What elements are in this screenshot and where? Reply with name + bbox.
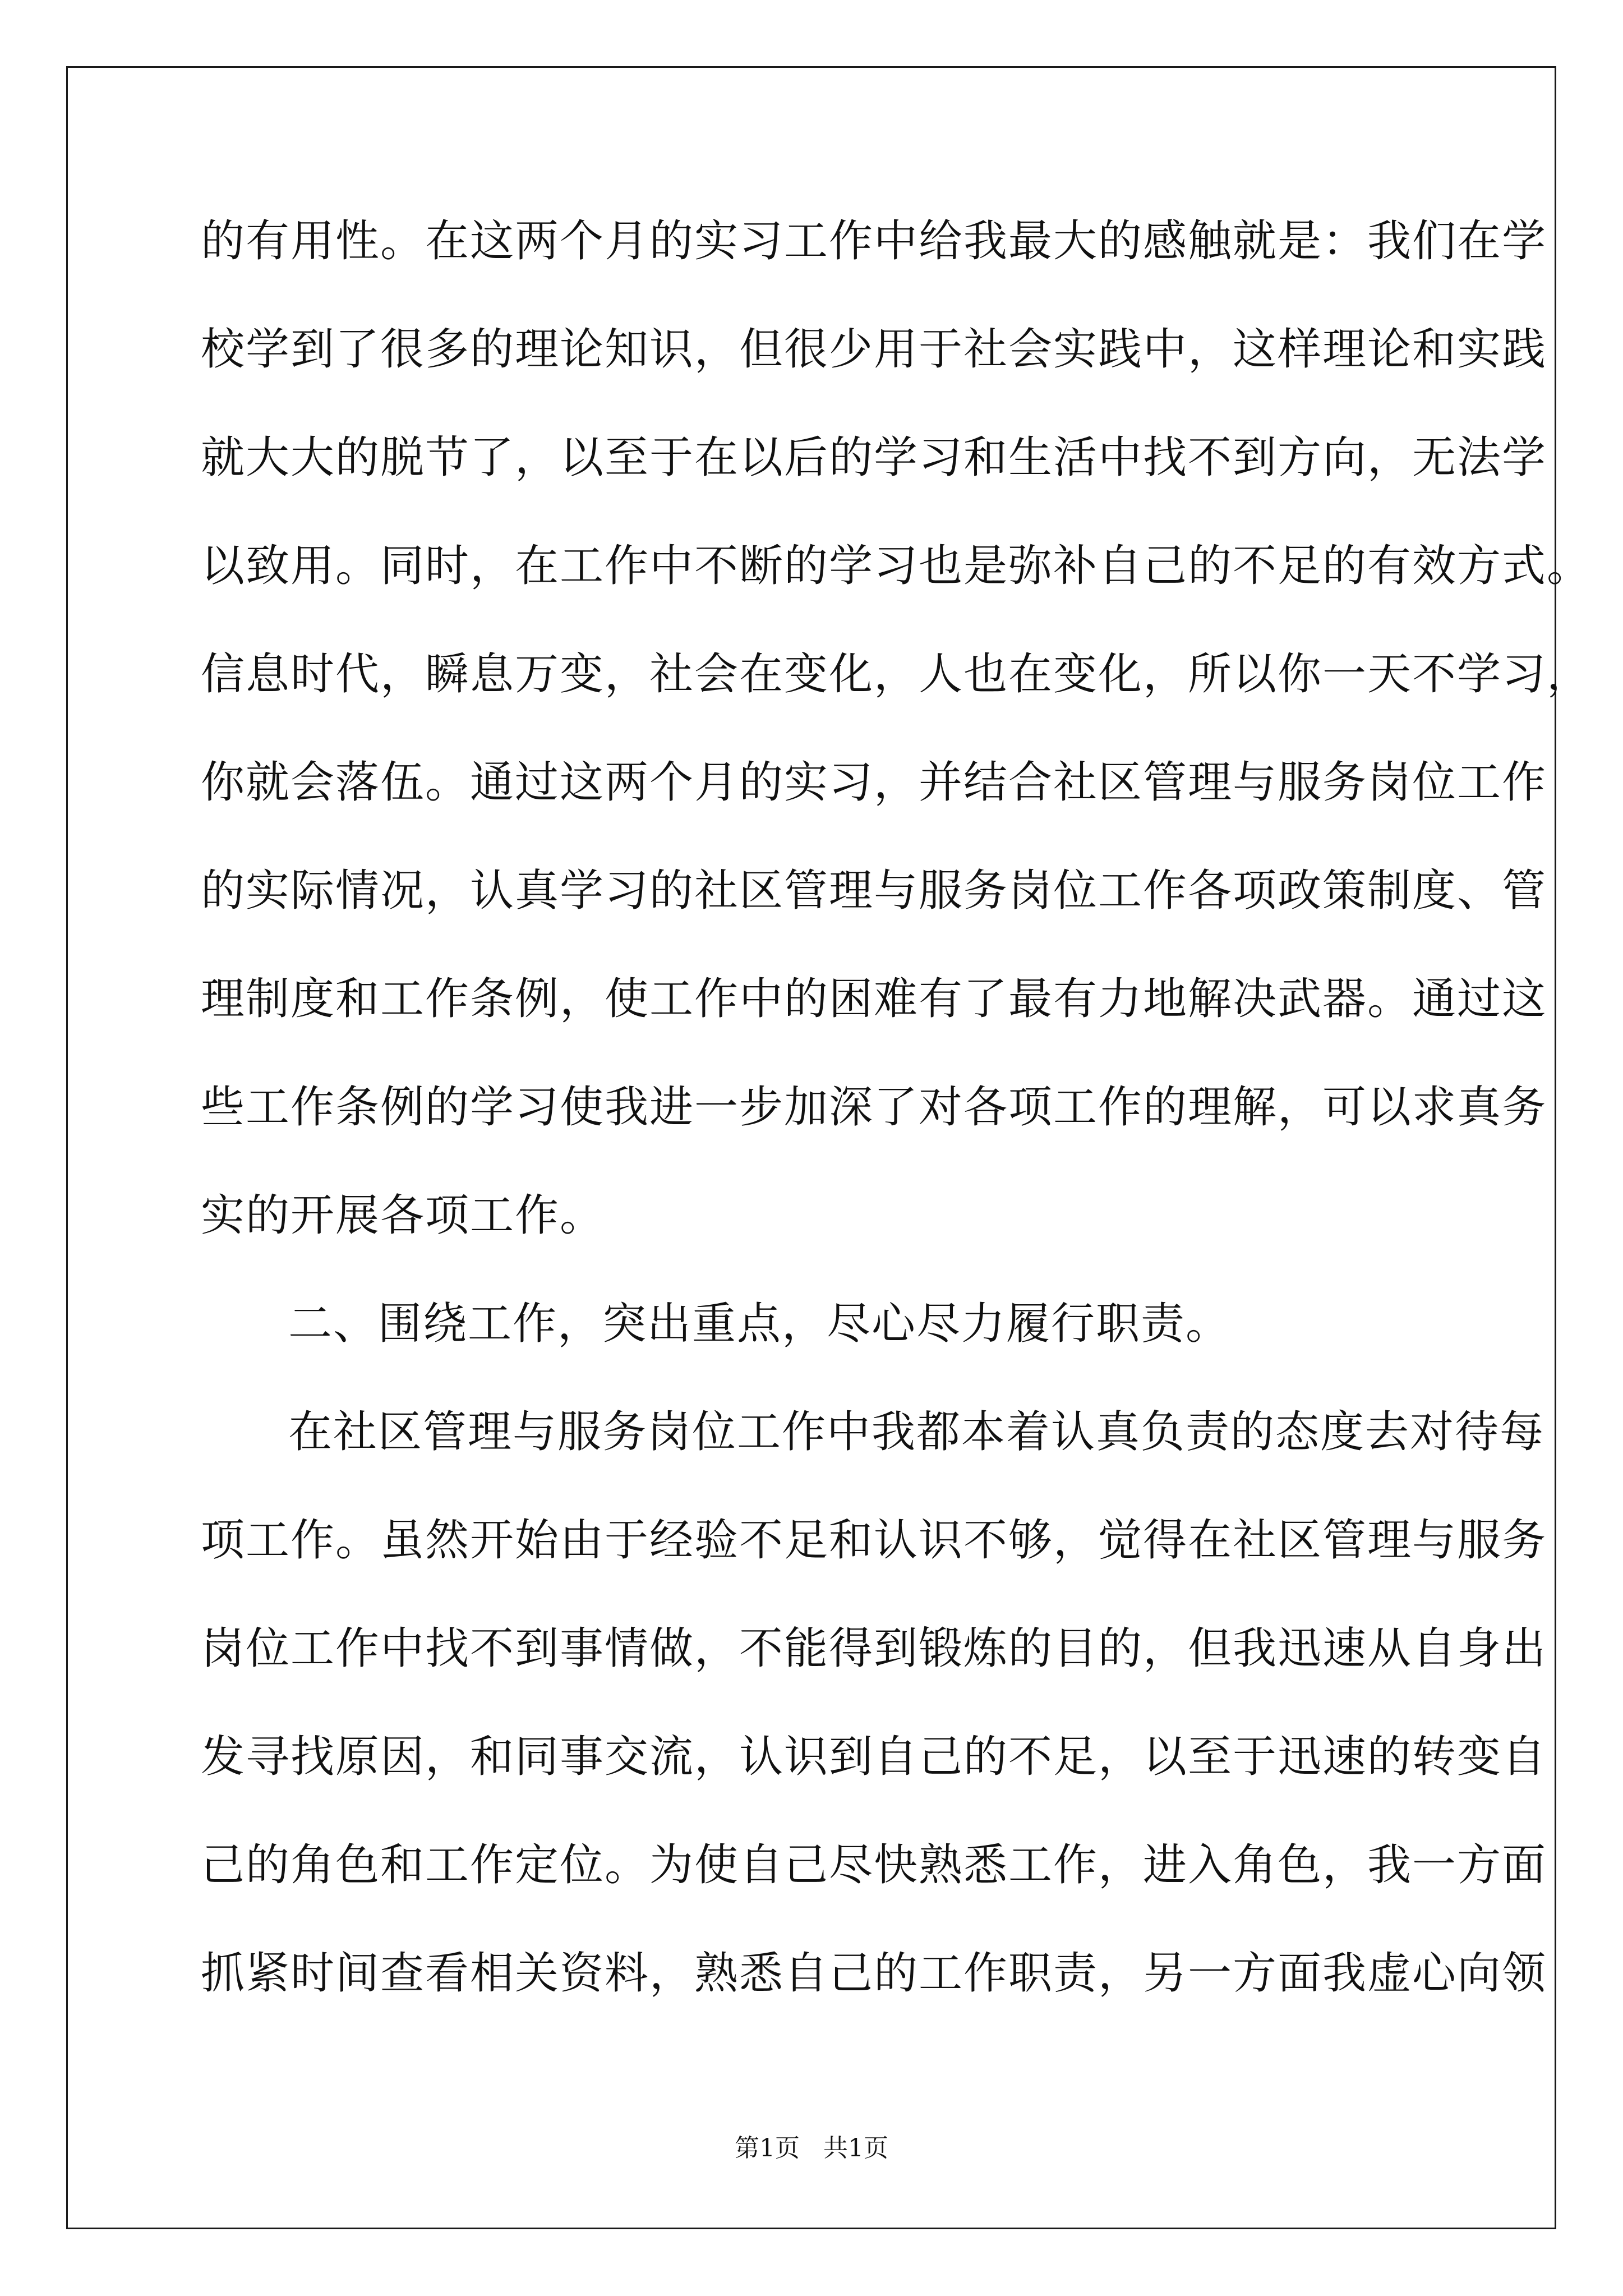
page-footer: 第1页 共1页 <box>735 2134 888 2162</box>
text-line: 在社区管理与服务岗位工作中我都本着认真负责的态度去对待每 <box>288 1407 1545 1457</box>
section-heading: 二、围绕工作，突出重点，尽心尽力履行职责。 <box>288 1299 1231 1349</box>
text-line: 岗位工作中找不到事情做，不能得到锻炼的目的，但我迅速从自身出 <box>201 1623 1547 1674</box>
text-line: 抓紧时间查看相关资料，熟悉自己的工作职责，另一方面我虚心向领 <box>201 1948 1547 1999</box>
text-line: 些工作条例的学习使我进一步加深了对各项工作的理解，可以求真务 <box>201 1082 1547 1133</box>
text-line: 己的角色和工作定位。为使自己尽快熟悉工作，进入角色，我一方面 <box>201 1840 1547 1890</box>
text-line: 实的开展各项工作。 <box>201 1190 605 1241</box>
text-line: 理制度和工作条例，使工作中的困难有了最有力地解决武器。通过这 <box>201 974 1547 1024</box>
text-line: 就大大的脱节了，以至于在以后的学习和生活中找不到方向，无法学 <box>201 432 1547 483</box>
text-line: 信息时代，瞬息万变，社会在变化，人也在变化，所以你一天不学习， <box>201 649 1592 700</box>
text-line: 校学到了很多的理论知识，但很少用于社会实践中，这样理论和实践 <box>201 324 1547 375</box>
text-line: 的实际情况，认真学习的社区管理与服务岗位工作各项政策制度、管 <box>201 866 1547 916</box>
text-line: 项工作。虽然开始由于经验不足和认识不够，觉得在社区管理与服务 <box>201 1515 1547 1566</box>
text-line: 的有用性。在这两个月的实习工作中给我最大的感触就是：我们在学 <box>201 216 1547 266</box>
text-line: 发寻找原因，和同事交流，认识到自己的不足，以至于迅速的转变自 <box>201 1732 1547 1782</box>
document-body <box>201 214 1592 2055</box>
text-line: 以致用。同时，在工作中不断的学习也是弥补自己的不足的有效方式。 <box>201 541 1592 591</box>
text-line: 你就会落伍。通过这两个月的实习，并结合社区管理与服务岗位工作 <box>201 757 1547 808</box>
